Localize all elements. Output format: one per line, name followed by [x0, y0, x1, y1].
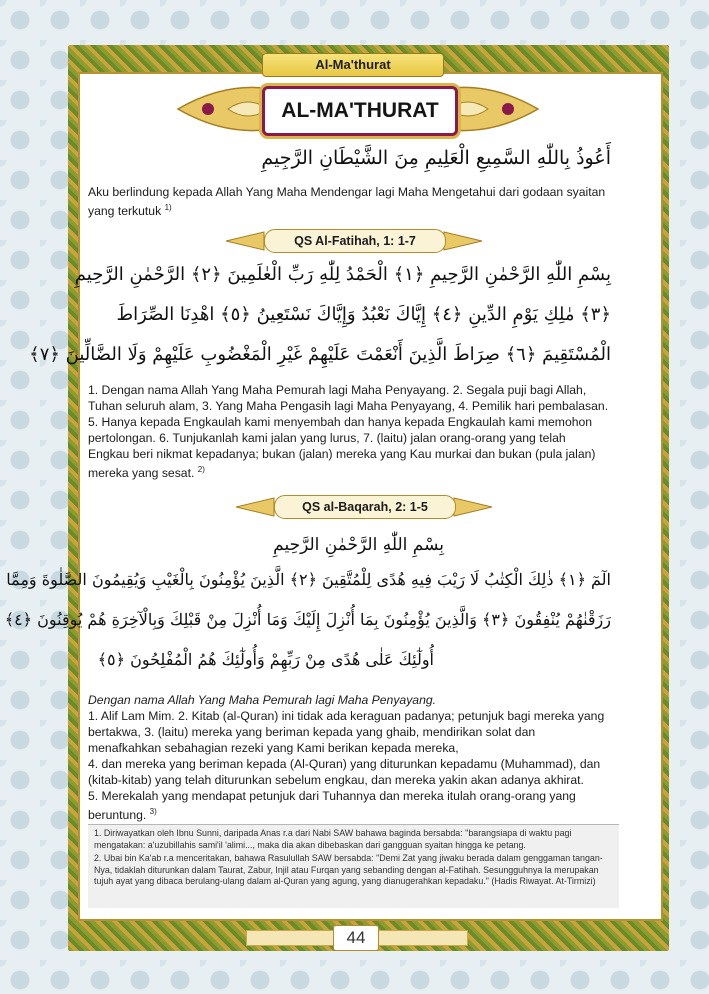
footnotes — [88, 824, 619, 908]
translation-line — [88, 462, 618, 481]
footnote-1: 1. Diriwayatkan oleh Ibnu Sunni, daripada Anas r.a dari Nabi SAW bahawa baginda bersabda: "barangsiapa di waktu pagi mengatakan: a'uzubillahis sami'il 'alimi..., maka dia akan dibebaskan dari gangguan syaitan hingga ke petang. — [94, 828, 572, 850]
section-label: QS Al-Fatihah, 1: 1-7 — [264, 229, 446, 253]
translation-line — [88, 804, 618, 823]
footnote-ref-1: 1) — [164, 203, 172, 212]
translation-intro: Dengan nama Allah Yang Maha Pemurah lagi Maha Penyayang. — [88, 693, 437, 707]
fatihah-line-2: ﴿٣﴾ مٰلِكِ يَوْمِ الدِّينِ ﴿٤﴾ إِيَّاكَ نَعْبُدُ وَإِيَّاكَ نَسْتَعِينُ ﴿٥﴾ اهْدِنَا الصِّرَاطَ — [116, 304, 611, 325]
footnote-ref-3: 3) — [149, 807, 157, 816]
baqarah-translation — [88, 692, 618, 823]
translation-last-text: beruntung. — [88, 808, 147, 823]
translation-line: 1. Alif Lam Mim. 2. Kitab (al-Quran) ini tidak ada keraguan padanya; petunjuk bagi mereka yang — [88, 709, 605, 723]
fatihah-line-1: بِسْمِ اللّٰهِ الرَّحْمٰنِ الرَّحِيمِ ﴿١﴾ الْحَمْدُ لِلّٰهِ رَبِّ الْعٰلَمِينَ ﴿٢﴾ الرَّحْمٰنِ الرَّحِيمِ — [74, 264, 611, 285]
page-number: 44 — [333, 925, 379, 951]
footnote-ref-2: 2) — [197, 465, 205, 474]
translation-line: Tuhan seluruh alam, 3. Yang Maha Pengasih lagi Maha Penyayang, 4. Pemilik hari pembalasan. — [88, 399, 609, 413]
section-header-fatihah — [224, 229, 484, 253]
translation-last-text: mereka yang sesat. — [88, 466, 195, 481]
baqarah-line-1: الٓمٓ ﴿١﴾ ذٰلِكَ الْكِتٰبُ لَا رَيْبَ فِيهِ هُدًى لِلْمُتَّقِينَ ﴿٢﴾ الَّذِينَ يُؤْمِنُونَ بِالْغَيْبِ وَيُقِيمُونَ الصَّلٰوةَ وَمِمَّا — [6, 570, 611, 589]
baqarah-line-2: رَزَقْنٰهُمْ يُنْفِقُونَ ﴿٣﴾ وَالَّذِينَ يُؤْمِنُونَ بِمَا أُنْزِلَ إِلَيْكَ وَمَا أُنْزِلَ مِنْ قَبْلِكَ وَبِالْآخِرَةِ هُمْ يُوقِنُونَ ﴿٤﴾ — [4, 610, 611, 629]
translation-line: Engkau beri nikmat kepadanya; bukan (jalan) mereka yang Kau murkai dan bukan (pula jalan) — [88, 447, 596, 461]
section-header-baqarah — [234, 495, 494, 519]
translation-line: bertakwa, 3. (laitu) mereka yang beriman kepada yang ghaib, mendirikan solat dan — [88, 725, 536, 739]
isti-adhah-arabic: أَعُوذُ بِاللّٰهِ السَّمِيعِ الْعَلِيمِ مِنَ الشَّيْطَانِ الرَّجِيمِ — [261, 147, 611, 169]
translation-line: 5. Hanya kepada Engkaulah kami menyembah dan hanya kepada Engkaulah kami memohon — [88, 415, 593, 429]
translation-line: menafkahkan sebahagian rezeki yang Kami berikan kepada mereka, — [88, 741, 459, 755]
fatihah-line-3: الْمُسْتَقِيمَ ﴿٦﴾ صِرَاطَ الَّذِينَ أَنْعَمْتَ عَلَيْهِمْ غَيْرِ الْمَغْضُوبِ عَلَيْهِمْ وَلَا الضَّالِّينَ ﴿٧﴾ — [29, 344, 611, 365]
translation-line: 1. Dengan nama Allah Yang Maha Pemurah lagi Maha Penyayang. 2. Segala puji bagi Allah, — [88, 383, 587, 397]
translation-line: 4. dan mereka yang beriman kepada (Al-Quran) yang diturunkan kepadamu (Muhammad), dan — [88, 757, 601, 771]
running-head: Al-Ma'thurat — [262, 53, 444, 77]
basmala: بِسْمِ اللّٰهِ الرَّحْمٰنِ الرَّحِيمِ — [273, 535, 444, 555]
page-title: AL-MA'THURAT — [262, 86, 458, 136]
section-label: QS al-Baqarah, 2: 1-5 — [274, 495, 456, 519]
isti-adhah-text: Aku berlindung kepada Allah Yang Maha Mendengar lagi Maha Mengetahui dari godaan syaitan yang terkutuk — [88, 185, 606, 219]
footnote-2: 2. Ubai bin Ka'ab r.a menceritakan, bahawa Rasulullah SAW bersabda: "Demi Zat yang jiwaku berada dalam genggaman tangan-Nya, tidaklah diturunkan dalam Taurat, Zabur, Injil atau Furqan yang sebanding dengan al-Fatihah. Sesungguhnya la merupakan tujuh ayat yang dibaca berulang-ulang dalam al-Quran yang agung, yang dianugerahkan kepadaku." (Hadis Riwayat. At-Tirmizi) — [94, 853, 603, 886]
translation-line: 5. Merekalah yang mendapat petunjuk dari Tuhannya dan mereka itulah orang-orang yang — [88, 789, 576, 803]
translation-line: pertolongan. 6. Tunjukanlah kami jalan yang lurus, 7. (laitu) jalan orang-orang yang telah — [88, 431, 566, 445]
isti-adhah-translation — [88, 184, 618, 219]
baqarah-line-3: أُولٰٓئِكَ عَلٰى هُدًى مِنْ رَبِّهِمْ وَأُولٰٓئِكَ هُمُ الْمُفْلِحُونَ ﴿٥﴾ — [97, 650, 434, 669]
translation-line: (kitab-kitab) yang telah diturunkan sebelum engkau, dan mereka yakin akan adanya akhirat. — [88, 773, 584, 787]
fatihah-translation — [88, 382, 618, 481]
